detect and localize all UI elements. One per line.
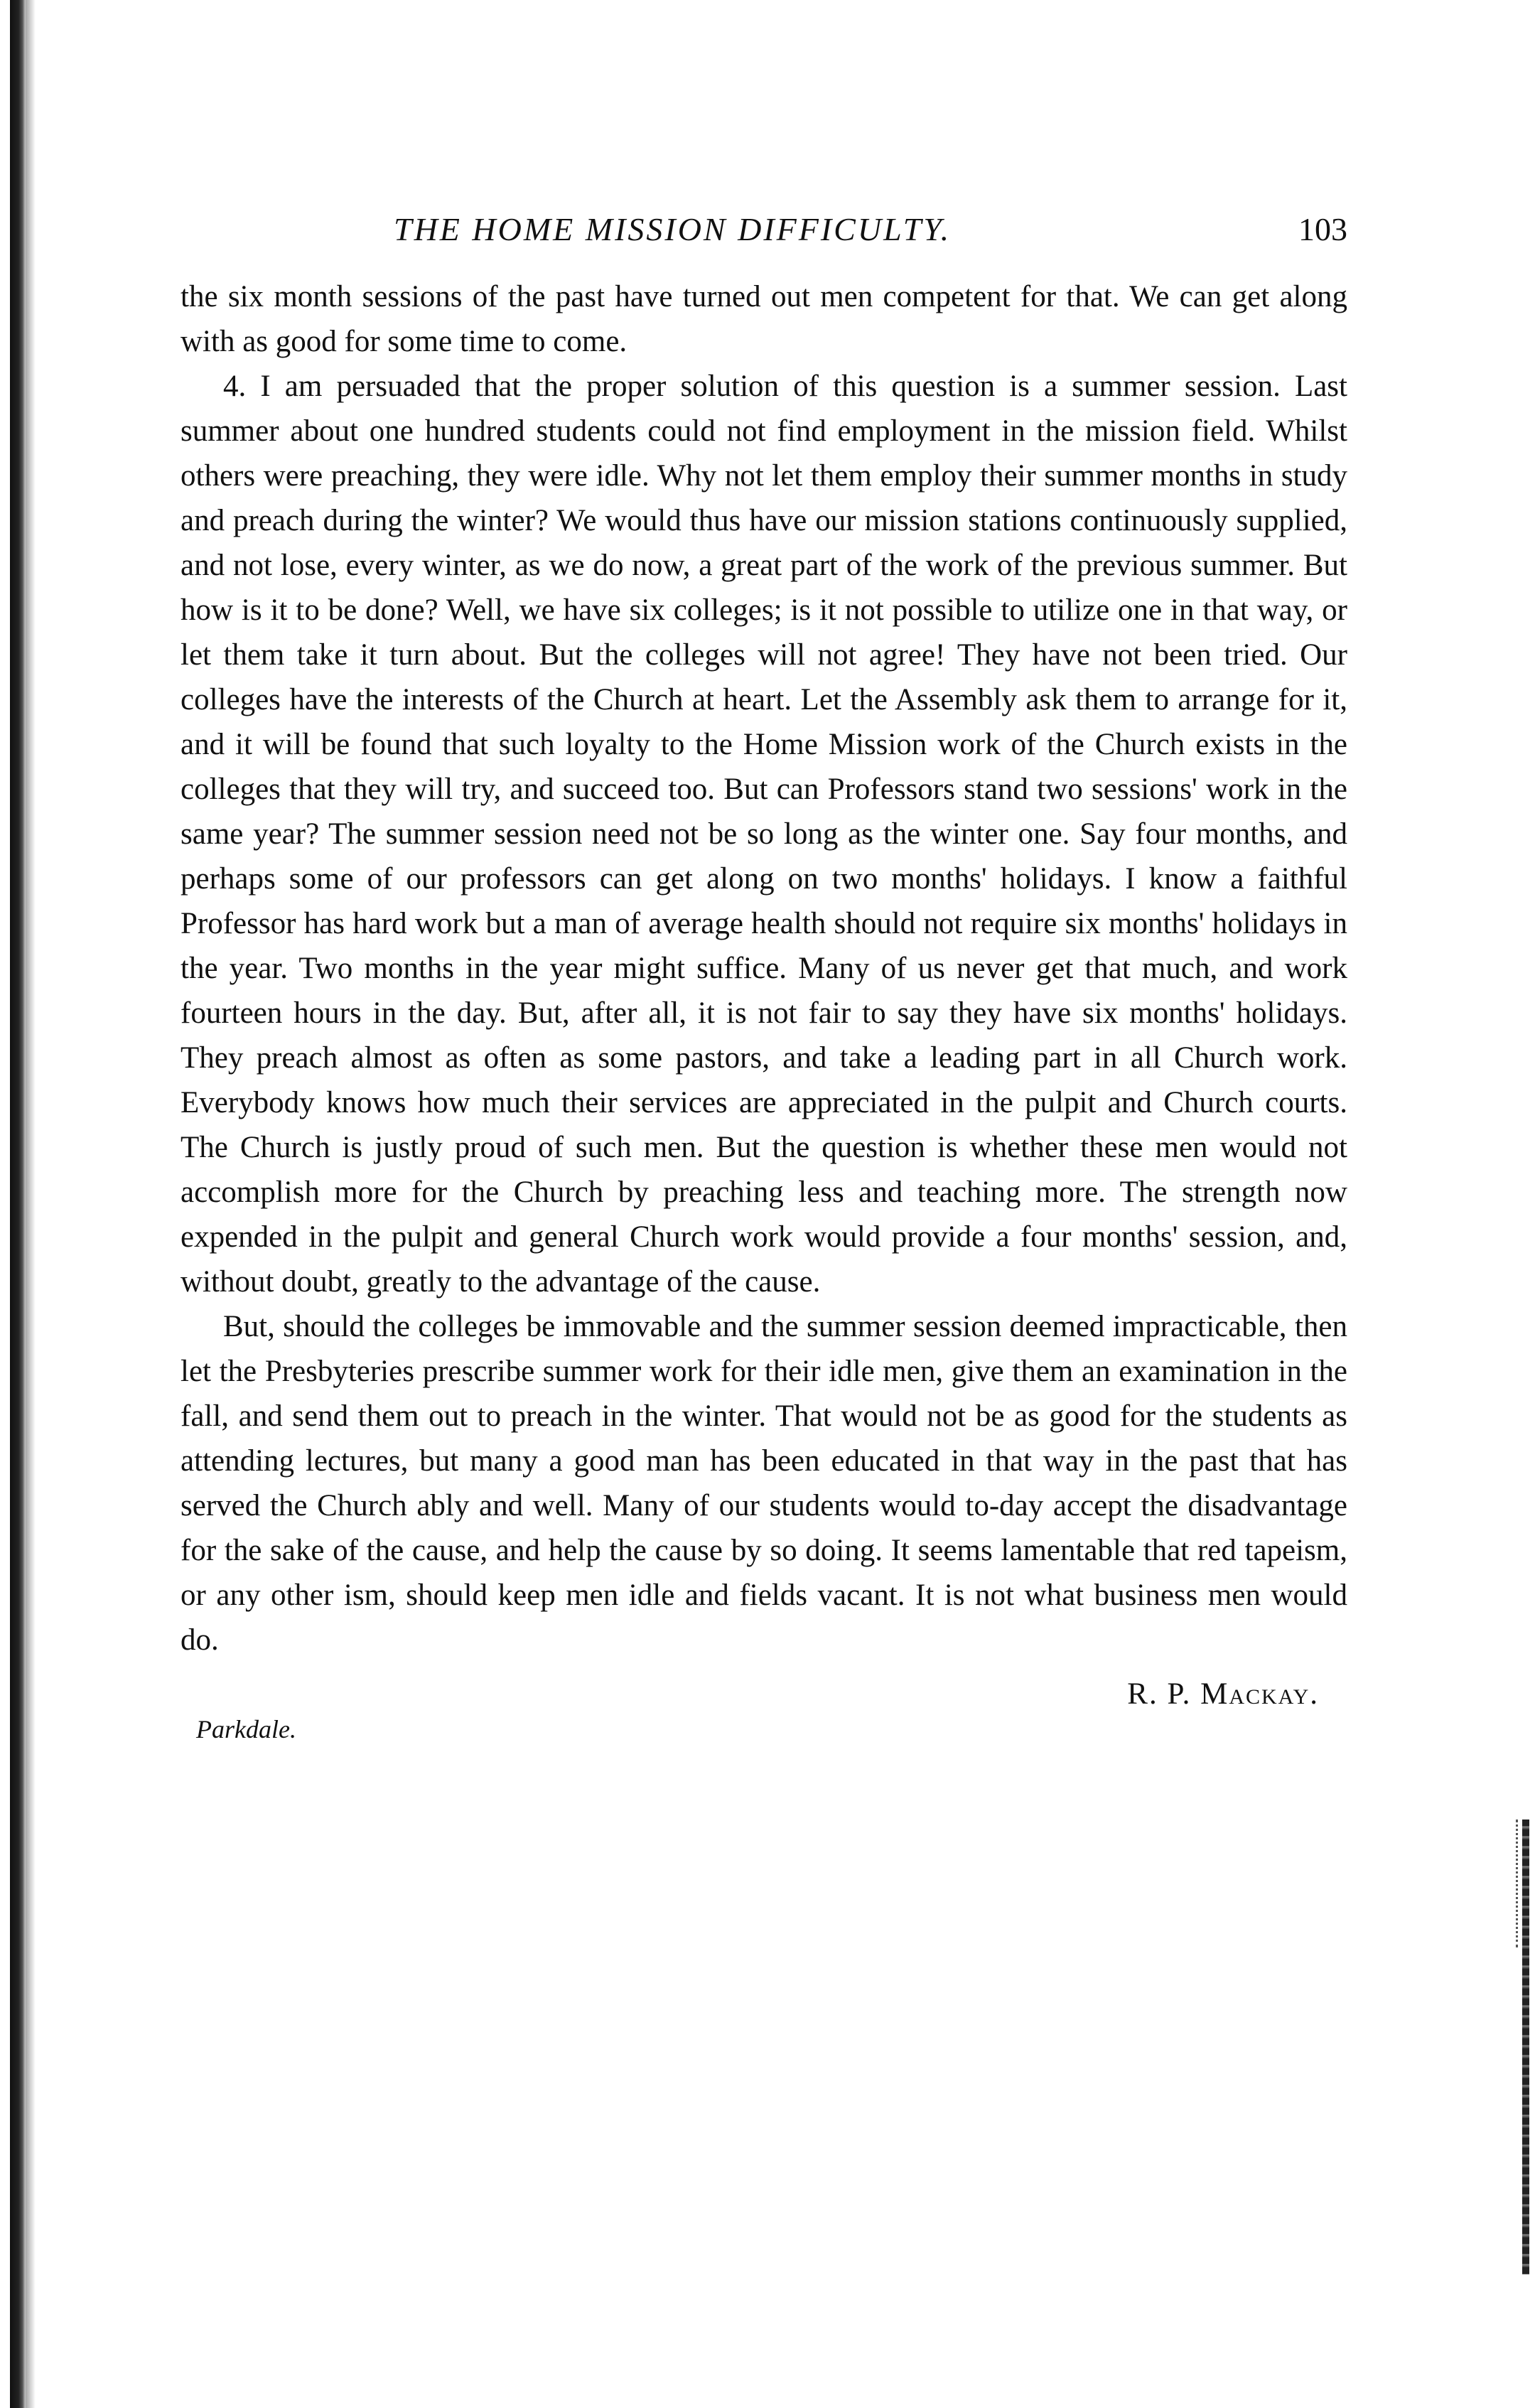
page-content <box>181 210 1347 1744</box>
paragraph-summer-session: 4. I am persuaded that the proper solution of this question is a summer session. Last summer about one hundred students could not find employment in the mission field. Whilst others were preaching, they were idle. Why not let them employ their summer months in study and preach during the winter? We would thus have our mission stations continuously supplied, and not lose, every winter, as we do now, a great part of the work of the previous summer. But how is it to be done? Well, we have six colleges; is it not possible to utilize one in that way, or let them take it turn about. But the colleges will not agree! They have not been tried. Our colleges have the interests of the Church at heart. Let the Assembly ask them to arrange for it, and it will be found that such loyalty to the Home Mission work of the Church exists in the colleges that they will try, and succeed too. But can Professors stand two sessions' work in the same year? The summer session need not be so long as the winter one. Say four months, and perhaps some of our professors can get along on two months' holidays. I know a faithful Professor has hard work but a man of average health should not require six months' holidays in the year. Two months in the year might suffice. Many of us never get that much, and work fourteen hours in the day. But, after all, it is not fair to say they have six months' holidays. They preach almost as often as some pastors, and take a leading part in all Church work. Everybody knows how much their services are appreciated in the pulpit and Church courts. The Church is justly proud of such men. But the question is whether these men would not accomplish more for the Church by preaching less and teaching more. The strength now expended in the pulpit and general Church work would provide a four months' session, and, without doubt, greatly to the advantage of the cause. <box>181 370 1347 1299</box>
paragraph-continuation: the six month sessions of the past have turned out men competent for that. We can get along with as good for some time to come. <box>181 280 1347 358</box>
page-binding-shadow <box>26 0 36 2408</box>
page-right-edge <box>1522 1820 1529 2274</box>
running-title: THE HOME MISSION DIFFICULTY. <box>394 211 952 247</box>
page-number: 103 <box>1298 211 1347 247</box>
place-line: Parkdale. <box>196 1715 296 1743</box>
article-body <box>181 274 1347 1662</box>
author-signature: R. P. Mackay. <box>1127 1677 1319 1711</box>
page-binding-edge <box>10 0 26 2408</box>
page-edge-specks <box>1516 1820 1522 1947</box>
running-head <box>181 210 1347 253</box>
paragraph-presbyteries: But, should the colleges be immovable and the summer session deemed impracticable, then let the Presbyteries prescribe summer work for their idle men, give them an examination in the fall, and send them out to preach in the winter. That would not be as good for the students as attending lectures, but many a good man has been educated in that way in the past that has served the Church ably and well. Many of our students would to-day accept the disadvantage for the sake of the cause, and help the cause by so doing. It seems lamentable that red tapeism, or any other ism, should keep men idle and fields vacant. It is not what business men would do. <box>181 1310 1347 1657</box>
